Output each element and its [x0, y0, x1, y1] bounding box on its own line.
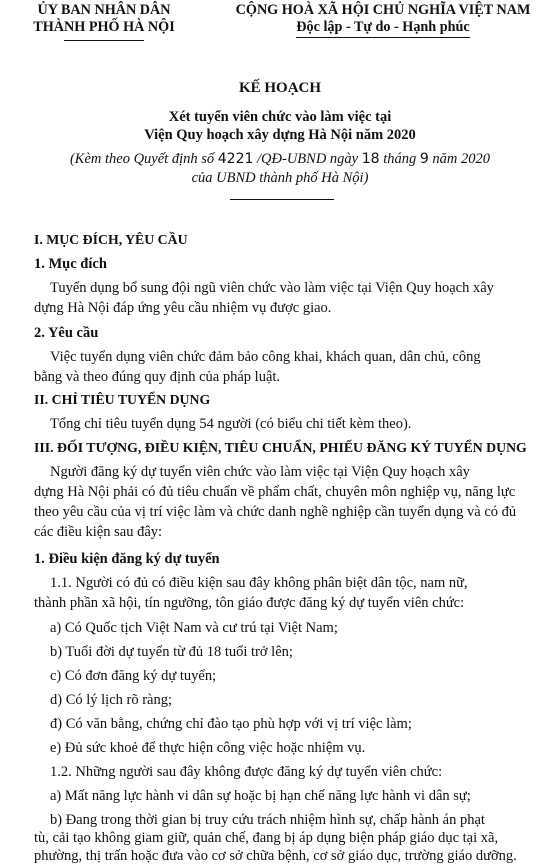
day-handwritten: 18	[361, 151, 380, 167]
attach-prefix: (Kèm theo Quyết định số	[69, 151, 215, 167]
month-handwritten: 9	[419, 151, 429, 167]
org-line-2: THÀNH PHỐ HÀ NỘI	[33, 19, 175, 35]
attachment-note-line-1	[0, 151, 560, 168]
paragraph-line: bằng và theo đúng quy định của pháp luật.	[34, 369, 281, 385]
attach-mid-1: /QĐ-UBND ngày	[257, 151, 359, 167]
section-3-1-heading: 1. Điều kiện đăng ký dự tuyển	[34, 551, 220, 567]
list-item: a) Mất năng lực hành vi dân sự hoặc bị hạn chế năng lực hành vi dân sự;	[50, 788, 471, 804]
document-title-line-1: Xét tuyển viên chức vào làm việc tại	[168, 109, 392, 125]
list-item: a) Có Quốc tịch Việt Nam và cư trú tại Việt Nam;	[50, 620, 338, 636]
section-1-heading: I. MỤC ĐÍCH, YÊU CẦU	[34, 232, 188, 247]
paragraph-line: Người đăng ký dự tuyển viên chức vào làm việc tại Viện Quy hoạch xây	[50, 464, 470, 480]
document-title-line-2: Viện Quy hoạch xây dựng Hà Nội năm 2020	[144, 127, 416, 143]
section-1-1-heading: 1. Mục đích	[34, 256, 107, 272]
list-item: c) Có đơn đăng ký dự tuyển;	[50, 668, 217, 684]
list-item: d) Có lý lịch rõ ràng;	[50, 692, 173, 708]
org-line-1: ỦY BAN NHÂN DÂN	[37, 2, 171, 18]
issuing-authority	[14, 2, 194, 36]
national-motto: Độc lập - Tự do - Hạnh phúc	[296, 19, 469, 38]
country-name: CỘNG HOÀ XÃ HỘI CHỦ NGHĨA VIỆT NAM	[235, 2, 531, 18]
attachment-note-line-2: của UBND thành phố Hà Nội)	[191, 170, 369, 186]
decision-number-handwritten: 4221	[217, 151, 254, 167]
paragraph-line: thành phần xã hội, tín ngưỡng, tôn giáo được đăng ký dự tuyển viên chức:	[34, 595, 465, 611]
attach-year: năm 2020	[432, 151, 491, 167]
paragraph-line: dựng Hà Nội phải có đủ tiêu chuẩn về phẩm chất, chuyên môn nghiệp vụ, năng lực	[34, 484, 516, 500]
national-header	[208, 2, 558, 38]
title-divider	[230, 199, 334, 200]
document-type: KẾ HOẠCH	[238, 80, 322, 96]
paragraph-line: tù, cải tạo không giam giữ, quản chế, đang bị áp dụng biện pháp giáo dục tại xã,	[34, 830, 499, 846]
paragraph-line: Tổng chỉ tiêu tuyển dụng 54 người (có biểu chi tiết kèm theo).	[50, 416, 412, 432]
list-item: b) Tuổi đời dự tuyển từ đủ 18 tuổi trở lên;	[50, 644, 293, 660]
section-2-heading: II. CHỈ TIÊU TUYỂN DỤNG	[34, 392, 211, 407]
paragraph-line: 1.2. Những người sau đây không được đăng ký dự tuyển viên chức:	[50, 764, 443, 780]
authority-underline	[64, 40, 144, 41]
paragraph-line: các điều kiện sau đây:	[34, 524, 163, 540]
paragraph-line: phường, thị trấn hoặc đưa vào cơ sở chữa bệnh, cơ sở giáo dục, trường giáo dưỡng.	[34, 848, 517, 864]
list-item: đ) Có văn bằng, chứng chỉ đào tạo phù hợp với vị trí việc làm;	[50, 716, 412, 732]
attach-mid-2: tháng	[383, 151, 417, 167]
paragraph-line: theo yêu cầu của vị trí việc làm và chức danh nghề nghiệp cần tuyển dụng và có đủ	[34, 504, 517, 520]
paragraph-line: 1.1. Người có đủ có điều kiện sau đây không phân biệt dân tộc, nam nữ,	[50, 575, 468, 591]
section-1-2-heading: 2. Yêu cầu	[34, 325, 99, 341]
section-3-heading: III. ĐỐI TƯỢNG, ĐIỀU KIỆN, TIÊU CHUẨN, PHIẾU ĐĂNG KÝ TUYỂN DỤNG	[34, 440, 527, 455]
list-item: b) Đang trong thời gian bị truy cứu trách nhiệm hình sự, chấp hành án phạt	[50, 812, 485, 828]
paragraph-line: dựng Hà Nội đáp ứng yêu cầu nhiệm vụ được giao.	[34, 300, 332, 316]
paragraph-line: Việc tuyển dụng viên chức đảm bảo công khai, khách quan, dân chủ, công	[50, 349, 481, 365]
list-item: e) Đủ sức khoẻ để thực hiện công việc hoặc nhiệm vụ.	[50, 740, 366, 756]
paragraph-line: Tuyển dụng bổ sung đội ngũ viên chức vào làm việc tại Viện Quy hoạch xây	[50, 280, 494, 296]
